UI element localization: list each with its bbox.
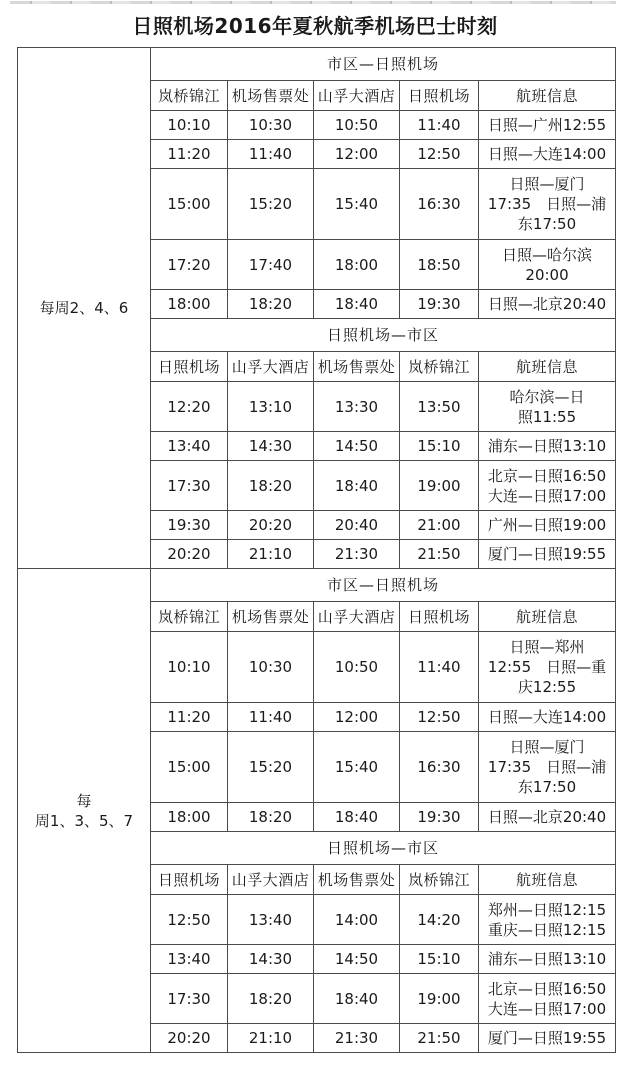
time-cell: 10:10	[151, 632, 228, 703]
time-cell: 17:30	[151, 461, 228, 511]
flight-info-cell	[479, 732, 616, 803]
time-cell: 20:20	[151, 1024, 228, 1053]
flight-info-line: 17:35 日照—浦	[487, 195, 607, 213]
flight-info-line: 日照—郑州	[509, 638, 585, 656]
time-cell: 15:20	[228, 732, 314, 803]
column-header: 机场售票处	[314, 865, 400, 895]
flight-info-line: 12:55 日照—重	[487, 658, 607, 676]
direction-label: 市区—日照机场	[151, 569, 616, 602]
flight-info-cell	[479, 945, 616, 974]
time-cell: 14:50	[314, 945, 400, 974]
flight-info-cell	[479, 974, 616, 1024]
flight-info-line: 17:35 日照—浦	[487, 758, 607, 776]
time-cell: 13:50	[400, 382, 479, 432]
flight-info-cell	[479, 382, 616, 432]
flight-info-cell	[479, 895, 616, 945]
flight-info-cell	[479, 632, 616, 703]
direction-label: 市区—日照机场	[151, 48, 616, 81]
column-header: 日照机场	[151, 352, 228, 382]
time-cell: 17:30	[151, 974, 228, 1024]
time-cell: 15:10	[400, 432, 479, 461]
time-cell: 10:30	[228, 632, 314, 703]
time-cell: 10:50	[314, 632, 400, 703]
schedule-table	[17, 47, 616, 1053]
time-cell: 11:40	[228, 703, 314, 732]
time-cell: 18:00	[151, 290, 228, 319]
flight-info-line: 东17:50	[517, 215, 577, 233]
time-cell: 18:40	[314, 290, 400, 319]
time-cell: 19:30	[151, 511, 228, 540]
column-header: 日照机场	[151, 865, 228, 895]
column-header: 航班信息	[479, 602, 616, 632]
day-label-line: 每	[76, 791, 92, 810]
time-cell: 21:10	[228, 540, 314, 569]
time-cell: 13:30	[314, 382, 400, 432]
time-cell: 18:20	[228, 461, 314, 511]
time-cell: 16:30	[400, 169, 479, 240]
time-cell: 18:40	[314, 461, 400, 511]
time-cell: 21:00	[400, 511, 479, 540]
time-cell: 11:40	[400, 632, 479, 703]
time-cell: 18:20	[228, 974, 314, 1024]
flight-info-cell	[479, 461, 616, 511]
top-divider	[10, 1, 616, 4]
time-cell: 19:30	[400, 803, 479, 832]
time-cell: 12:50	[151, 895, 228, 945]
column-header: 航班信息	[479, 865, 616, 895]
time-cell: 21:50	[400, 1024, 479, 1053]
time-cell: 14:50	[314, 432, 400, 461]
time-cell: 10:30	[228, 111, 314, 140]
column-header: 岚桥锦江	[400, 865, 479, 895]
day-cell	[18, 569, 151, 1053]
time-cell: 11:40	[228, 140, 314, 169]
flight-info-cell	[479, 111, 616, 140]
time-cell: 13:10	[228, 382, 314, 432]
flight-info-cell	[479, 240, 616, 290]
time-cell: 15:10	[400, 945, 479, 974]
day-cell	[18, 48, 151, 569]
column-header: 山孚大酒店	[314, 602, 400, 632]
column-header: 航班信息	[479, 81, 616, 111]
flight-info-line: 日照—大连14:00	[487, 145, 607, 163]
flight-info-cell	[479, 803, 616, 832]
page-title: 日照机场2016年夏秋航季机场巴士时刻	[132, 14, 498, 38]
flight-info-line: 日照—哈尔滨	[502, 245, 593, 264]
time-cell: 18:40	[314, 974, 400, 1024]
flight-info-line: 20:00	[525, 265, 569, 284]
time-cell: 15:00	[151, 169, 228, 240]
flight-info-line: 日照—大连14:00	[487, 708, 607, 726]
column-header: 日照机场	[400, 602, 479, 632]
time-cell: 12:50	[400, 703, 479, 732]
time-cell: 18:50	[400, 240, 479, 290]
time-cell: 21:30	[314, 540, 400, 569]
flight-info-cell	[479, 1024, 616, 1053]
time-cell: 12:50	[400, 140, 479, 169]
time-cell: 14:00	[314, 895, 400, 945]
flight-info-line: 庆12:55	[517, 678, 577, 696]
time-cell: 21:10	[228, 1024, 314, 1053]
flight-info-line: 广州—日照19:00	[487, 516, 607, 534]
column-header: 山孚大酒店	[228, 352, 314, 382]
column-header: 岚桥锦江	[151, 602, 228, 632]
time-cell: 19:00	[400, 461, 479, 511]
flight-info-cell	[479, 140, 616, 169]
time-cell: 18:20	[228, 803, 314, 832]
time-cell: 10:10	[151, 111, 228, 140]
flight-info-cell	[479, 290, 616, 319]
direction-label: 日照机场—市区	[151, 319, 616, 352]
flight-info-line: 厦门—日照19:55	[487, 1029, 607, 1047]
time-cell: 18:00	[314, 240, 400, 290]
column-header: 山孚大酒店	[228, 865, 314, 895]
time-cell: 16:30	[400, 732, 479, 803]
time-cell: 18:00	[151, 803, 228, 832]
flight-info-line: 郑州—日照12:15	[487, 900, 607, 919]
column-header: 山孚大酒店	[314, 81, 400, 111]
flight-info-line: 哈尔滨—日	[509, 387, 585, 406]
column-header: 机场售票处	[228, 81, 314, 111]
time-cell: 19:30	[400, 290, 479, 319]
direction-label: 日照机场—市区	[151, 832, 616, 865]
flight-info-line: 东17:50	[517, 778, 577, 796]
flight-info-cell	[479, 432, 616, 461]
column-header: 日照机场	[400, 81, 479, 111]
direction-row	[18, 569, 616, 602]
time-cell: 11:20	[151, 703, 228, 732]
flight-info-line: 北京—日照16:50	[487, 466, 607, 485]
time-cell: 15:00	[151, 732, 228, 803]
column-header: 航班信息	[479, 352, 616, 382]
time-cell: 18:40	[314, 803, 400, 832]
column-header: 岚桥锦江	[151, 81, 228, 111]
direction-row	[18, 48, 616, 81]
flight-info-line: 日照—北京20:40	[487, 295, 607, 313]
day-label-line: 周1、3、5、7	[34, 811, 134, 830]
flight-info-line: 厦门—日照19:55	[487, 545, 607, 563]
flight-info-line: 浦东—日照13:10	[487, 950, 607, 968]
flight-info-line: 大连—日照17:00	[487, 486, 607, 505]
flight-info-line: 大连—日照17:00	[487, 999, 607, 1018]
time-cell: 13:40	[151, 945, 228, 974]
time-cell: 12:20	[151, 382, 228, 432]
flight-info-line: 日照—北京20:40	[487, 808, 607, 826]
flight-info-line: 北京—日照16:50	[487, 979, 607, 998]
time-cell: 11:40	[400, 111, 479, 140]
time-cell: 10:50	[314, 111, 400, 140]
flight-info-line: 日照—厦门	[509, 738, 585, 756]
flight-info-line: 日照—厦门	[509, 175, 585, 193]
flight-info-line: 重庆—日照12:15	[487, 920, 607, 939]
time-cell: 15:20	[228, 169, 314, 240]
flight-info-cell	[479, 169, 616, 240]
time-cell: 12:00	[314, 140, 400, 169]
time-cell: 14:30	[228, 432, 314, 461]
time-cell: 21:30	[314, 1024, 400, 1053]
time-cell: 12:00	[314, 703, 400, 732]
flight-info-cell	[479, 703, 616, 732]
time-cell: 13:40	[151, 432, 228, 461]
time-cell: 20:20	[228, 511, 314, 540]
column-header: 机场售票处	[228, 602, 314, 632]
time-cell: 17:20	[151, 240, 228, 290]
time-cell: 11:20	[151, 140, 228, 169]
time-cell: 20:20	[151, 540, 228, 569]
day-label-line: 每周2、4、6	[39, 299, 129, 317]
time-cell: 15:40	[314, 732, 400, 803]
flight-info-line: 照11:55	[517, 407, 577, 426]
column-header: 岚桥锦江	[400, 352, 479, 382]
flight-info-line: 日照—广州12:55	[487, 116, 607, 134]
flight-info-cell	[479, 511, 616, 540]
time-cell: 14:20	[400, 895, 479, 945]
time-cell: 14:30	[228, 945, 314, 974]
time-cell: 20:40	[314, 511, 400, 540]
flight-info-line: 浦东—日照13:10	[487, 437, 607, 455]
time-cell: 21:50	[400, 540, 479, 569]
time-cell: 13:40	[228, 895, 314, 945]
time-cell: 17:40	[228, 240, 314, 290]
time-cell: 18:20	[228, 290, 314, 319]
column-header: 机场售票处	[314, 352, 400, 382]
time-cell: 15:40	[314, 169, 400, 240]
flight-info-cell	[479, 540, 616, 569]
time-cell: 19:00	[400, 974, 479, 1024]
